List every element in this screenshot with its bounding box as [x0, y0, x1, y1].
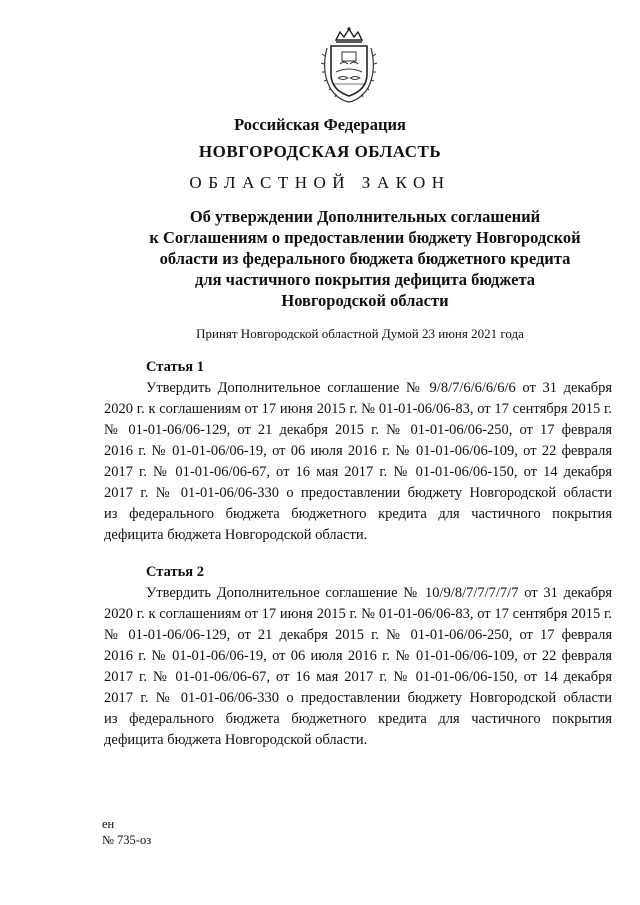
article-line: 2016 г. № 01-01-06/06-19, от 06 июля 2016 г. № 01-01-06/06-109, от 22 февраля — [104, 443, 612, 459]
document-type: ОБЛАСТНОЙ ЗАКОН — [189, 173, 451, 192]
article-line: 2017 г. № 01-01-06/06-67, от 16 мая 2017 г. № 01-01-06/06-150, от 14 декабря — [104, 464, 612, 480]
article-line: 2020 г. к соглашениям от 17 июня 2015 г. № 01-01-06/06-83, от 17 сентября 2015 г. — [104, 606, 612, 622]
article-line: 2020 г. к соглашениям от 17 июня 2015 г. № 01-01-06/06-83, от 17 сентября 2015 г. — [104, 401, 612, 417]
article-line: из федерального бюджета бюджетного кредита для частичного покрытия — [104, 506, 612, 522]
article-line: 2016 г. № 01-01-06/06-19, от 06 июля 2016 г. № 01-01-06/06-109, от 22 февраля — [104, 648, 612, 664]
article-1 — [104, 356, 612, 546]
region-name: НОВГОРОДСКАЯ ОБЛАСТЬ — [198, 142, 442, 161]
footer-initials: ен — [102, 817, 115, 831]
article-line: дефицита бюджета Новгородской области. — [104, 527, 368, 543]
article-line: 2017 г. № 01-01-06/06-330 о предоставлении бюджету Новгородской области — [104, 485, 612, 501]
article-heading: Статья 2 — [146, 564, 204, 580]
article-line: 2017 г. № 01-01-06/06-330 о предоставлении бюджету Новгородской области — [104, 690, 612, 706]
article-line: 2017 г. № 01-01-06/06-67, от 16 мая 2017 г. № 01-01-06/06-150, от 14 декабря — [104, 669, 612, 685]
article-body — [104, 378, 612, 546]
article-line: № 01-01-06/06-129, от 21 декабря 2015 г. № 01-01-06/06-250, от 17 февраля — [104, 422, 612, 438]
law-title-line: Об утверждении Дополнительных соглашений — [189, 207, 541, 226]
country-name: Российская Федерация — [234, 115, 406, 134]
article-line: из федерального бюджета бюджетного кредита для частичного покрытия — [104, 711, 612, 727]
law-title-line: к Соглашениям о предоставлении бюджету Новгородской — [149, 228, 581, 247]
article-line: № 01-01-06/06-129, от 21 декабря 2015 г. № 01-01-06/06-250, от 17 февраля — [104, 627, 612, 643]
adoption-note: Принят Новгородской областной Думой 23 июня 2021 года — [196, 326, 524, 341]
article-2 — [104, 561, 612, 751]
law-title-line: для частичного покрытия дефицита бюджета — [194, 270, 536, 289]
novgorod-coat-of-arms-icon — [318, 26, 380, 104]
article-line: Утвердить Дополнительное соглашение № 10/9/8/7/7/7/7/7 от 31 декабря — [146, 585, 612, 601]
law-title-line: области из федерального бюджета бюджетного кредита — [159, 249, 571, 268]
article-line: Утвердить Дополнительное соглашение № 9/8/7/6/6/6/6/6 от 31 декабря — [146, 380, 612, 396]
article-line: дефицита бюджета Новгородской области. — [104, 732, 368, 748]
law-number: № 735-оз — [102, 833, 152, 847]
article-body — [104, 583, 612, 751]
article-heading: Статья 1 — [146, 359, 204, 375]
law-title-line: Новгородской области — [281, 291, 449, 310]
footer-note — [102, 816, 151, 848]
law-title — [80, 206, 640, 311]
